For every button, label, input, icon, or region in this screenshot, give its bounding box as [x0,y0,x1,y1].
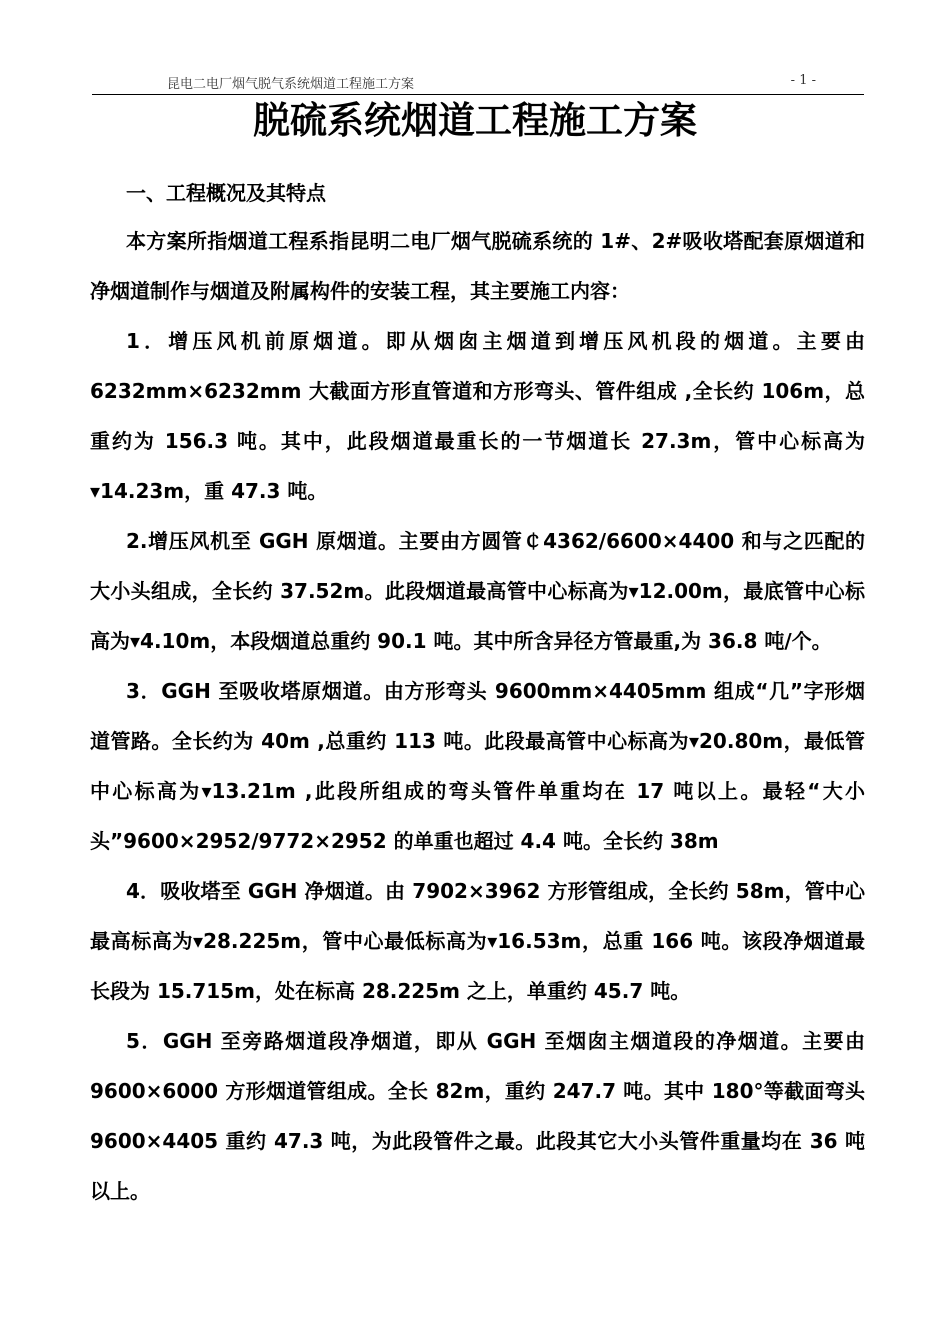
header-page-number: - 1 - [790,73,816,88]
document-body [90,216,865,1216]
paragraph-item-2: 2.增压风机至 GGH 原烟道。主要由方圆管￠4362/6600×4400 和与之匹配的大小头组成，全长约 37.52m。此段烟道最高管中心标高为▾12.00m，最底管中心标高为▾4.10m，本段烟道总重约 90.1 吨。其中所含异径方管最重,为 36.8 吨/个。 [90,529,865,653]
paragraph-intro: 本方案所指烟道工程系指昆明二电厂烟气脱硫系统的 1#、2#吸收塔配套原烟道和净烟道制作与烟道及附属构件的安装工程，其主要施工内容： [90,229,865,303]
section-heading: 一、工程概况及其特点 [126,181,326,205]
paragraph-item-1: 1．增压风机前原烟道。即从烟囱主烟道到增压风机段的烟道。主要由6232mm×6232mm 大截面方形直管道和方形弯头、管件组成 ,全长约 106m，总重约为 156.3 吨。其中，此段烟道最重长的一节烟道长 27.3m，管中心标高为▾14.23m，重 47.3 吨。 [90,329,865,503]
paragraph-item-3: 3．GGH 至吸收塔原烟道。由方形弯头 9600mm×4405mm 组成“几”字形烟道管路。全长约为 40m ,总重约 113 吨。此段最高管中心标高为▾20.80m，最低管中心标高为▾13.21m ,此段所组成的弯头管件单重均在 17 吨以上。最轻“大小头”9600×2952/9772×2952 的单重也超过 4.4 吨。全长约 38m [90,679,865,853]
paragraph-item-4: 4．吸收塔至 GGH 净烟道。由 7902×3962 方形管组成，全长约 58m，管中心最高标高为▾28.225m，管中心最低标高为▾16.53m，总重 166 吨。该段净烟道最长段为 15.715m，处在标高 28.225m 之上，单重约 45.7 吨。 [90,879,865,1003]
header-doc-title: 昆电二电厂烟气脱气系统烟道工程施工方案 [167,77,415,92]
paragraph-item-5: 5．GGH 至旁路烟道段净烟道，即从 GGH 至烟囱主烟道段的净烟道。主要由 9600×6000 方形烟道管组成。全长 82m，重约 247.7 吨。其中 180°等截面弯头 9600×4405 重约 47.3 吨，为此段管件之最。此段其它大小头管件重量均在 36 吨以上。 [90,1029,865,1203]
document-title: 脱硫系统烟道工程施工方案 [253,99,697,142]
